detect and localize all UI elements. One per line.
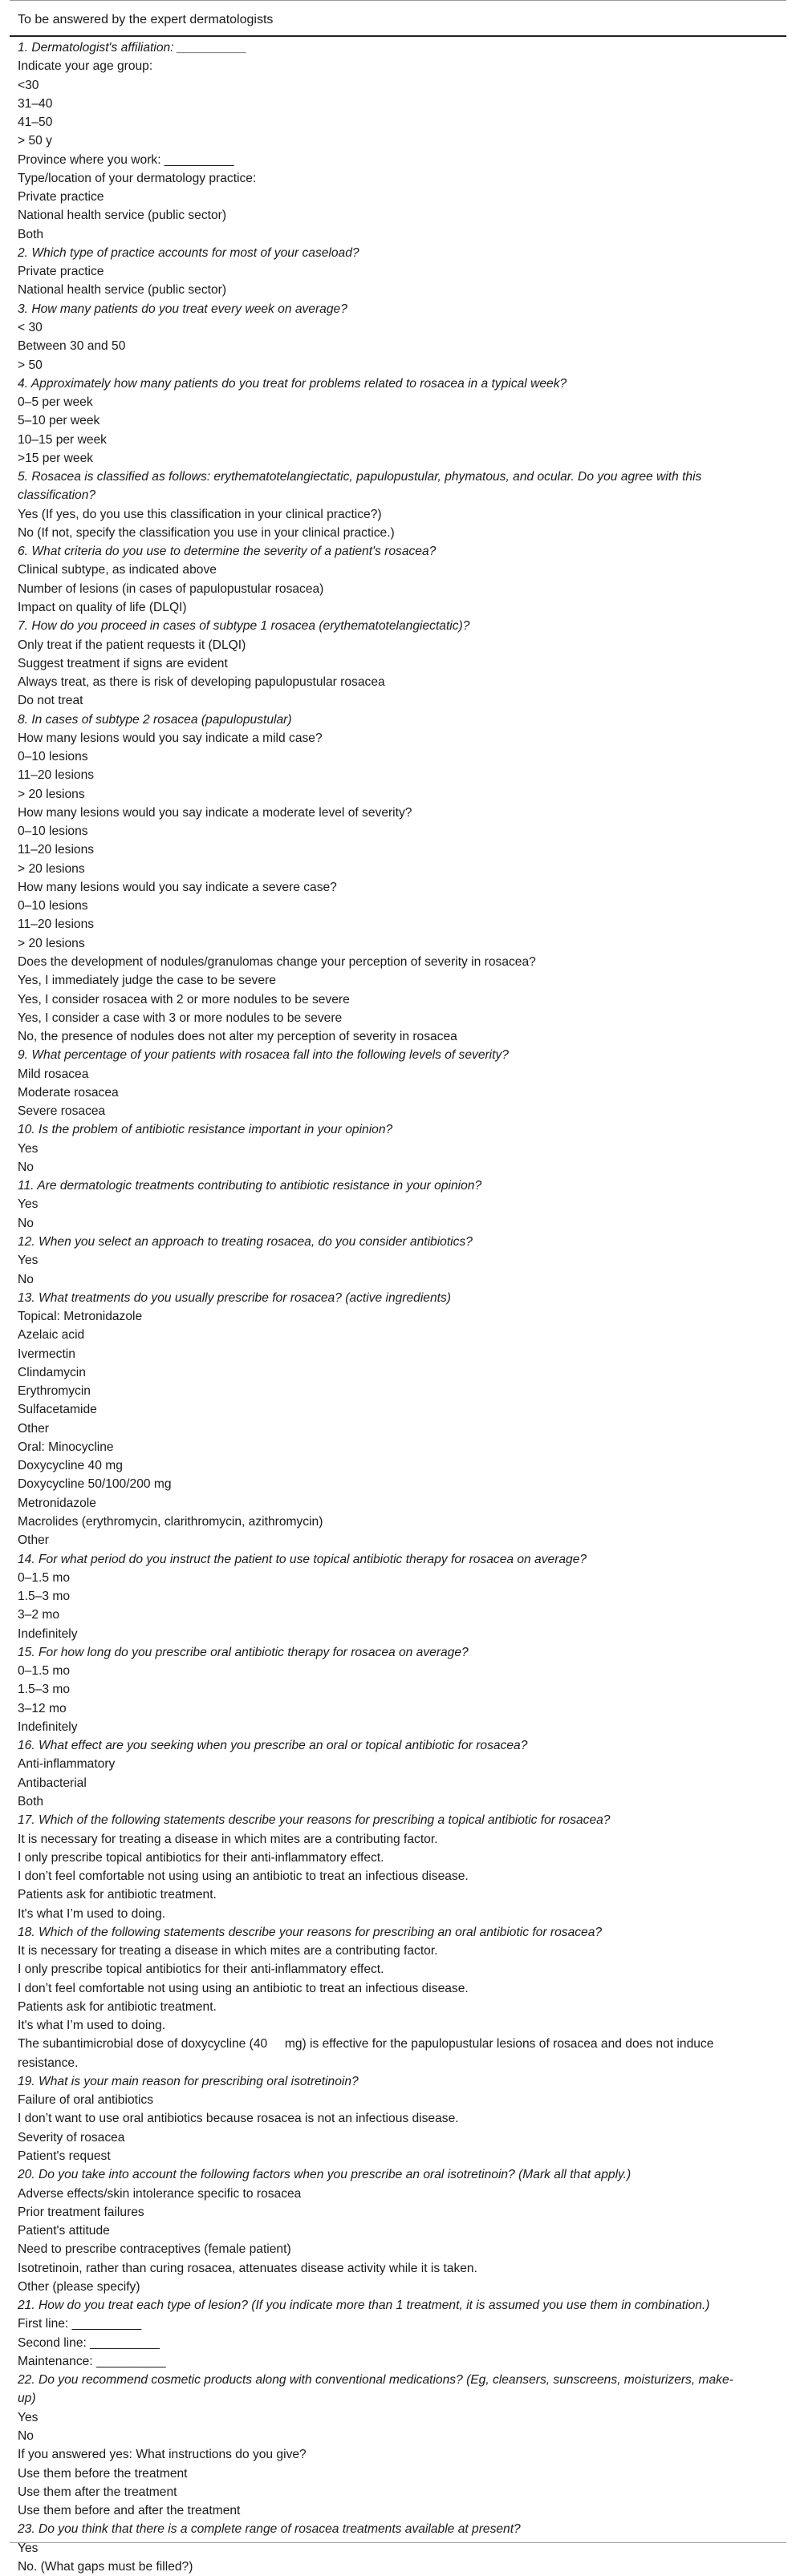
answer-option: 0–1.5 mo	[18, 1570, 71, 1585]
answer-option: Sulfacetamide	[18, 1403, 97, 1417]
answer-option: 0–1.5 mo	[18, 1664, 71, 1679]
answer-option: Topical: Metronidazole	[18, 1310, 143, 1324]
answer-option: 31–40	[18, 96, 53, 111]
answer-option: Use them before the treatment	[18, 2466, 188, 2481]
answer-option: Type/location of your dermatology practice:	[18, 171, 257, 185]
answer-option: Indefinitely	[18, 1719, 78, 1734]
answer-option: 10–15 per week	[18, 432, 107, 447]
answer-option: The subantimicrobial dose of doxycycline (40 mg) is effective for the papulopustular lesions of rosacea and does not induce	[18, 2037, 714, 2051]
question-line: 7. How do you proceed in cases of subtype 1 rosacea (erythematotelangiectatic)?	[18, 619, 470, 634]
answer-option: Mild rosacea	[18, 1067, 89, 1081]
question-line: 5. Rosacea is classified as follows: erythematotelangiectatic, papulopustular, phymatous, and ocular. Do you agree with this	[18, 470, 702, 484]
answer-option: > 50	[18, 358, 43, 372]
answer-option: Doxycycline 40 mg	[18, 1459, 123, 1473]
answer-option: Clindamycin	[18, 1365, 86, 1379]
answer-option: It's what I’m used to doing.	[18, 2019, 166, 2033]
answer-option: Do not treat	[18, 694, 83, 708]
question-line: 12. When you select an approach to treating rosacea, do you consider antibiotics?	[18, 1235, 473, 1249]
answer-option: National health service (public sector)	[18, 283, 227, 298]
answer-option: Use them before and after the treatment	[18, 2504, 241, 2518]
answer-option: Between 30 and 50	[18, 339, 126, 354]
answer-option: 3–2 mo	[18, 1608, 60, 1622]
answer-option: No (If not, specify the classification you use in your clinical practice.)	[18, 525, 395, 540]
answer-option: < 30	[18, 320, 43, 334]
answer-option: Yes, I consider a case with 3 or more nodules to be severe	[18, 1011, 343, 1025]
answer-option: Yes	[18, 1254, 39, 1268]
answer-option: 11–20 lesions	[18, 768, 95, 783]
question-line: 4. Approximately how many patients do you treat for problems related to rosacea in a typical week?	[18, 376, 567, 391]
answer-option: Adverse effects/skin intolerance specific to rosacea	[18, 2186, 302, 2201]
question-line: 23. Do you think that there is a complete range of rosacea treatments available at present?	[18, 2522, 521, 2537]
answer-option: Erythromycin	[18, 1384, 91, 1399]
table-header-label: To be answered by the expert dermatologists	[18, 13, 274, 26]
answer-option: I only prescribe topical antibiotics for their anti-inflammatory effect.	[18, 1850, 384, 1865]
question-line: 3. How many patients do you treat every week on average?	[18, 302, 347, 316]
answer-option: Ivermectin	[18, 1347, 75, 1361]
answer-option: Other	[18, 1533, 49, 1548]
answer-option: >15 per week	[18, 451, 94, 465]
answer-option: How many lesions would you say indicate a severe case?	[18, 880, 337, 894]
answer-option: Anti-inflammatory	[18, 1757, 116, 1772]
answer-option: Yes	[18, 1141, 39, 1156]
answer-option: 3–12 mo	[18, 1701, 67, 1715]
answer-option: > 50 y	[18, 134, 52, 148]
answer-option: Yes	[18, 2410, 39, 2424]
answer-option: Antibacterial	[18, 1776, 87, 1790]
answer-option: 1.5–3 mo	[18, 1683, 71, 1697]
answer-option: 0–5 per week	[18, 395, 93, 410]
question-line: 9. What percentage of your patients with rosacea fall into the following levels of severity?	[18, 1048, 509, 1063]
answer-option: Yes, I immediately judge the case to be severe	[18, 974, 276, 988]
answer-option: It is necessary for treating a disease in which mites are a contributing factor.	[18, 1944, 438, 1958]
answer-option: Other (please specify)	[18, 2279, 140, 2294]
answer-option: How many lesions would you say indicate a moderate level of severity?	[18, 805, 412, 820]
answer-option: Both	[18, 227, 44, 241]
answer-option: It is necessary for treating a disease in which mites are a contributing factor.	[18, 1832, 438, 1846]
question-line: 20. Do you take into account the following factors when you prescribe an oral isotretinoin? (Mark all that apply.)	[18, 2168, 632, 2182]
answer-option: Patient's request	[18, 2149, 111, 2164]
answer-option: Patients ask for antibiotic treatment.	[18, 1888, 217, 1902]
question-line: 11. Are dermatologic treatments contributing to antibiotic resistance in your opinion?	[18, 1179, 482, 1193]
question-line: 8. In cases of subtype 2 rosacea (papulopustular)	[18, 712, 292, 727]
answer-option: First line: __________	[18, 2317, 142, 2331]
answer-option: Other	[18, 1421, 49, 1436]
answer-option: Oral: Minocycline	[18, 1440, 114, 1454]
question-line: 6. What criteria do you use to determine the severity of a patient's rosacea?	[18, 545, 437, 559]
answer-option: If you answered yes: What instructions do you give?	[18, 2448, 307, 2462]
answer-option: No, the presence of nodules does not alter my perception of severity in rosacea	[18, 1030, 457, 1044]
answer-option: Prior treatment failures	[18, 2205, 144, 2219]
answer-option: Moderate rosacea	[18, 1085, 119, 1100]
answer-option: Maintenance: __________	[18, 2354, 166, 2368]
answer-option: 0–10 lesions	[18, 750, 88, 764]
answer-option: 41–50	[18, 115, 53, 130]
question-line: 15. For how long do you prescribe oral antibiotic therapy for rosacea on average?	[18, 1645, 469, 1659]
answer-option: I don’t feel comfortable not using using an antibiotic to treat an infectious disease.	[18, 1869, 469, 1884]
question-line: 22. Do you recommend cosmetic products along with conventional medications? (Eg, cleansers, sunscreens, moisturizers, make-	[18, 2373, 733, 2388]
question-line: 18. Which of the following statements describe your reasons for prescribing an oral antibiotic for rosacea?	[18, 1925, 603, 1939]
answer-option: 5–10 per week	[18, 414, 100, 428]
question-line: 19. What is your main reason for prescribing oral isotretinoin?	[18, 2074, 359, 2088]
answer-option: Always treat, as there is risk of developing papulopustular rosacea	[18, 675, 385, 690]
answer-option: <30	[18, 78, 39, 92]
answer-option: Private practice	[18, 190, 104, 205]
question-line: 17. Which of the following statements describe your reasons for prescribing a topical antibiotic for rosacea?	[18, 1813, 611, 1828]
answer-option: No	[18, 1272, 34, 1286]
question-line: 16. What effect are you seeking when you prescribe an oral or topical antibiotic for rosacea?	[18, 1739, 528, 1753]
question-line: 1. Dermatologist's affiliation: __________	[18, 41, 247, 55]
question-line: 10. Is the problem of antibiotic resistance important in your opinion?	[18, 1123, 393, 1137]
answer-option: Severity of rosacea	[18, 2130, 125, 2145]
answer-option: Doxycycline 50/100/200 mg	[18, 1477, 172, 1492]
question-line: 21. How do you treat each type of lesion? (If you indicate more than 1 treatment, it is assumed you use them in combination.)	[18, 2299, 710, 2313]
answer-option: 0–10 lesions	[18, 899, 88, 913]
answer-option: Use them after the treatment	[18, 2485, 177, 2499]
question-line: 14. For what period do you instruct the patient to use topical antibiotic therapy for rosacea on average?	[18, 1552, 587, 1566]
answer-option: Number of lesions (in cases of papulopustular rosacea)	[18, 581, 324, 596]
answer-option: Yes	[18, 1197, 39, 1212]
answer-option: Does the development of nodules/granulomas change your perception of severity in rosacea?	[18, 955, 536, 970]
answer-option: Yes, I consider rosacea with 2 or more nodules to be severe	[18, 992, 350, 1007]
answer-option: Yes (If yes, do you use this classification in your clinical practice?)	[18, 507, 382, 521]
answer-option: 0–10 lesions	[18, 824, 88, 839]
answer-option: Yes	[18, 2541, 39, 2555]
answer-option: > 20 lesions	[18, 861, 85, 876]
answer-option: Second line: __________	[18, 2335, 160, 2350]
answer-option: Province where you work: __________	[18, 152, 234, 167]
question-line: 13. What treatments do you usually prescribe for rosacea? (active ingredients)	[18, 1290, 451, 1305]
answer-option: > 20 lesions	[18, 787, 85, 801]
answer-option: resistance.	[18, 2056, 79, 2070]
answer-option: Macrolides (erythromycin, clarithromycin, azithromycin)	[18, 1514, 323, 1529]
answer-option: > 20 lesions	[18, 936, 85, 950]
answer-option: I don’t want to use oral antibiotics because rosacea is not an infectious disease.	[18, 2112, 459, 2126]
question-line: classification?	[18, 488, 96, 503]
question-list	[18, 38, 780, 2576]
answer-option: Indefinitely	[18, 1626, 78, 1641]
answer-option: 1.5–3 mo	[18, 1590, 71, 1604]
answer-option: Patient's attitude	[18, 2224, 110, 2238]
answer-option: No	[18, 1160, 34, 1174]
answer-option: Need to prescribe contraceptives (female patient)	[18, 2242, 291, 2257]
answer-option: I don’t feel comfortable not using using an antibiotic to treat an infectious disease.	[18, 1981, 469, 1995]
answer-option: Both	[18, 1794, 44, 1808]
answer-option: Metronidazole	[18, 1496, 96, 1510]
question-line: 2. Which type of practice accounts for most of your caseload?	[18, 245, 359, 260]
answer-option: Isotretinoin, rather than curing rosacea, attenuates disease activity while it is taken.	[18, 2261, 477, 2275]
answer-option: Clinical subtype, as indicated above	[18, 563, 217, 577]
table-bottom-rule	[10, 2542, 786, 2543]
answer-option: It's what I’m used to doing.	[18, 1906, 166, 1921]
answer-option: No	[18, 1216, 34, 1230]
answer-option: Failure of oral antibiotics	[18, 2093, 154, 2108]
answer-option: 11–20 lesions	[18, 843, 95, 857]
answer-option: No. (What gaps must be filled?)	[18, 2559, 193, 2574]
answer-option: National health service (public sector)	[18, 209, 227, 223]
question-line: up)	[18, 2392, 36, 2406]
answer-option: Private practice	[18, 265, 104, 279]
answer-option: How many lesions would you say indicate a mild case?	[18, 731, 323, 745]
answer-option: Patients ask for antibiotic treatment.	[18, 1999, 217, 2014]
answer-option: Only treat if the patient requests it (DLQI)	[18, 638, 246, 652]
table-header	[10, 0, 786, 37]
answer-option: No	[18, 2429, 34, 2443]
answer-option: Impact on quality of life (DLQI)	[18, 600, 187, 614]
answer-option: 11–20 lesions	[18, 917, 95, 932]
answer-option: Severe rosacea	[18, 1104, 106, 1119]
answer-option: I only prescribe topical antibiotics for their anti-inflammatory effect.	[18, 1962, 384, 1977]
answer-option: Indicate your age group:	[18, 59, 153, 74]
answer-option: Azelaic acid	[18, 1328, 85, 1343]
answer-option: Suggest treatment if signs are evident	[18, 656, 228, 670]
